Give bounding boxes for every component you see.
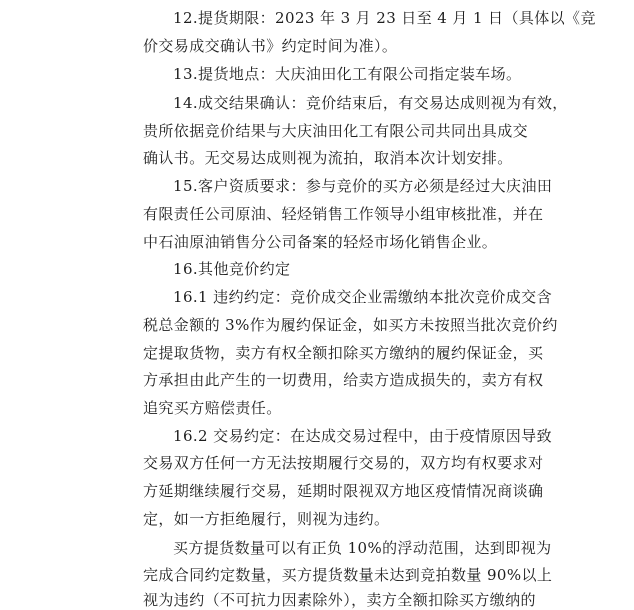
text-line: 定，如一方拒绝履行，则视为违约。 [143, 510, 390, 528]
text-line: 有限责任公司原油、轻烃销售工作领导小组审核批准，并在 [143, 205, 544, 223]
text-line: 方延期继续履行交易，延期时限视双方地区疫情情况商谈确 [143, 482, 544, 500]
text-line: 12.提货期限：2023 年 3 月 23 日至 4 月 1 日（具体以《竞 [173, 9, 596, 27]
text-line: 贵所依据竞价结果与大庆油田化工有限公司共同出具成交 [143, 122, 529, 140]
text-line: 追究买方赔偿责任。 [143, 399, 282, 417]
text-line: 16.2 交易约定：在达成交易过程中，由于疫情原因导致 [173, 427, 552, 445]
text-line: 定提取货物，卖方有权全额扣除买方缴纳的履约保证金，买 [143, 344, 544, 362]
text-line: 方承担由此产生的一切费用，给卖方造成损失的，卖方有权 [143, 371, 544, 389]
section-heading: 16.其他竞价约定 [173, 260, 291, 278]
text-line: 税总金额的 3%作为履约保证金，如买方未按照当批次竞价约 [143, 316, 558, 334]
text-line: 13.提货地点：大庆油田化工有限公司指定装车场。 [173, 65, 522, 83]
text-line: 交易双方任何一方无法按期履行交易的，双方均有权要求对 [143, 454, 544, 472]
text-line: 买方提货数量可以有正负 10%的浮动范围，达到即视为 [173, 539, 552, 557]
text-line: 视为违约（不可抗力因素除外），卖方全额扣除买方缴纳的 [143, 591, 536, 609]
text-line: 确认书。无交易达成则视为流拍，取消本次计划安排。 [143, 149, 513, 167]
text-line: 完成合同约定数量，买方提货数量未达到竞拍数量 90%以上 [143, 566, 553, 584]
text-line: 15.客户资质要求：参与竞价的买方必须是经过大庆油田 [173, 177, 553, 195]
text-line: 中石油原油销售分公司备案的轻烃市场化销售企业。 [143, 233, 498, 251]
text-line: 14.成交结果确认：竞价结束后，有交易达成则视为有效， [173, 94, 568, 112]
text-line: 16.1 违约约定：竞价成交企业需缴纳本批次竞价成交含 [173, 288, 552, 306]
text-line: 价交易成交确认书》约定时间为准）。 [143, 37, 398, 55]
